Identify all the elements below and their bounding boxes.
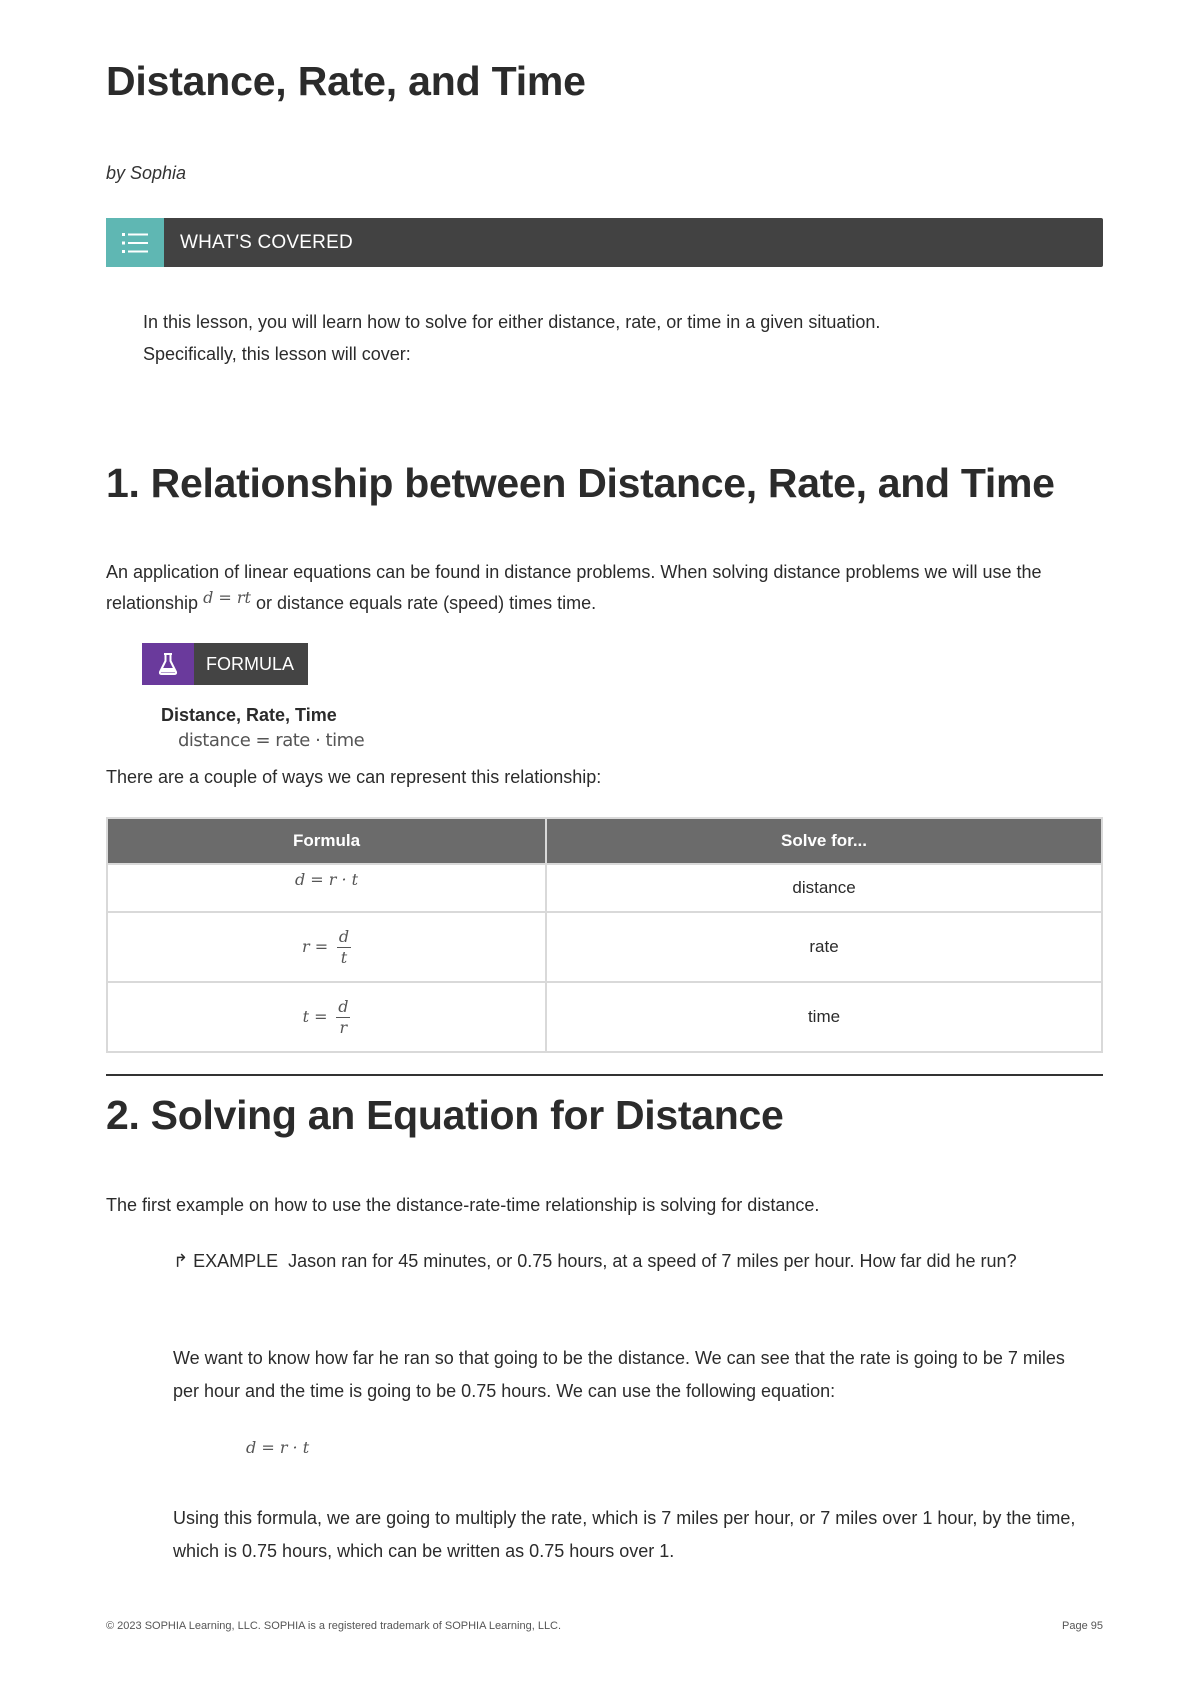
fraction [337, 927, 351, 968]
arrow-icon: ↱ [173, 1251, 189, 1271]
formula-name: Distance, Rate, Time [161, 705, 337, 725]
intro-text-after: or distance equals rate (speed) times time. [256, 593, 597, 613]
byline: by Sophia [106, 163, 187, 183]
table-row [107, 912, 1102, 982]
example-text: Jason ran for 45 minutes, or 0.75 hours, at a speed of 7 miles per hour. How far did he run? [288, 1251, 1017, 1271]
formula-equation: distance = rate · time [178, 730, 365, 751]
section-divider [106, 1074, 1103, 1076]
fraction [336, 997, 350, 1038]
formula-cell [107, 982, 546, 1052]
whats-covered-label: WHAT'S COVERED [180, 231, 353, 253]
intro-math: d = rt [203, 588, 251, 607]
page-title: Distance, Rate, and Time [106, 58, 586, 104]
formula-lhs: r = [301, 936, 329, 956]
example-explanation: We want to know how far he ran so that going to be the distance. We can see that the rate is going to be 7 miles per hour and the time is going to be 0.75 hours. We can use the following equation: [173, 1348, 1065, 1401]
example-formula-explanation: Using this formula, we are going to multiply the rate, which is 7 miles per hour, or 7 miles over 1 hour, by the time, which is 0.75 hours, which can be written as 0.75 hours over 1. [173, 1508, 1076, 1561]
table-header-solve-for: Solve for... [546, 818, 1102, 864]
fraction-numerator: d [338, 926, 350, 946]
fraction-numerator: d [338, 996, 349, 1016]
copyright-text: © 2023 SOPHIA Learning, LLC. SOPHIA is a registered trademark of SOPHIA Learning, LLC. [106, 1620, 562, 1632]
covered-line-2: Specifically, this lesson will cover: [143, 344, 411, 364]
covered-line-1: In this lesson, you will learn how to solve for either distance, rate, or time in a given situation. [143, 312, 881, 332]
solve-for-cell: distance [546, 864, 1102, 912]
table-row [107, 864, 1102, 912]
formula-label: FORMULA [206, 653, 295, 674]
section-1-intro [106, 557, 1103, 619]
ways-text: There are a couple of ways we can represent this relationship: [106, 767, 602, 787]
page-number: Page 95 [1062, 1620, 1103, 1632]
whats-covered-banner [106, 218, 1103, 267]
formula-lhs: t = [302, 1006, 328, 1026]
section-1-heading: 1. Relationship between Distance, Rate, and Time [106, 460, 1055, 506]
table-row [107, 982, 1102, 1052]
example-equation: d = r · t [246, 1438, 310, 1457]
example-block [173, 1245, 1093, 1278]
formula-table [106, 817, 1103, 1053]
solve-for-cell: rate [546, 912, 1102, 982]
whats-covered-text [143, 306, 1083, 370]
solve-for-cell: time [546, 982, 1102, 1052]
formula-lhs: d = r · t [294, 870, 359, 889]
intro-text-before: An application of linear equations can be found in distance problems. When solving distance problems we will use the relationship [106, 562, 1042, 613]
fraction-denominator: r [339, 1017, 348, 1037]
fraction-denominator: t [340, 947, 348, 967]
section-2-intro: The first example on how to use the distance-rate-time relationship is solving for distance. [106, 1195, 820, 1215]
formula-cell [107, 912, 546, 982]
section-2-heading: 2. Solving an Equation for Distance [106, 1092, 784, 1138]
formula-cell [107, 864, 546, 912]
flask-icon [142, 643, 194, 685]
page-footer [106, 1620, 1103, 1632]
formula-tag [142, 643, 308, 685]
document-page [106, 0, 1103, 1698]
table-header-formula: Formula [107, 818, 546, 864]
list-icon [106, 218, 164, 267]
example-label: EXAMPLE [193, 1251, 279, 1271]
